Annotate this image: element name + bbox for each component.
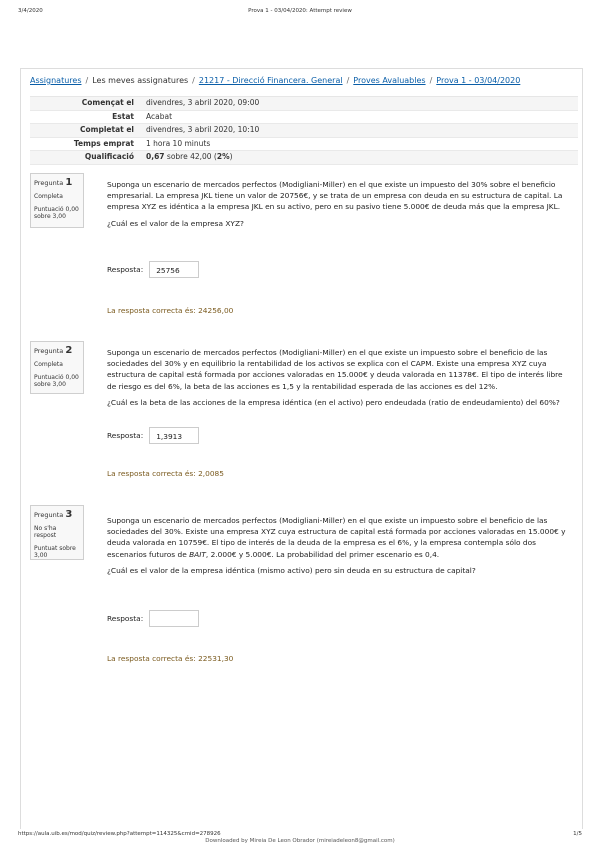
question-3-ask: ¿Cuál es el valor de la empresa idéntica (mismo activo) pero sin deuda en su estructura de capital? (107, 566, 476, 575)
question-1-ask: ¿Cuál es el valor de la empresa XYZ? (107, 219, 244, 228)
breadcrumb-separator: / (192, 76, 195, 85)
breadcrumb-separator: / (346, 76, 350, 85)
question-score: Puntuat sobre 3,00 (34, 545, 76, 559)
question-number (34, 345, 80, 356)
attempt-summary-table (30, 96, 578, 165)
summary-row-grade (30, 151, 578, 165)
question-3-text (107, 515, 569, 560)
response-label: Resposta: (107, 431, 144, 440)
question-3-response (107, 610, 199, 627)
question-number (34, 177, 80, 188)
question-body (107, 515, 569, 560)
question-num: 1 (65, 177, 73, 188)
print-title: Prova 1 - 03/04/2020: Attempt review (248, 8, 352, 14)
breadcrumb (30, 76, 520, 85)
summary-value: Acabat (146, 111, 173, 121)
question-number (34, 509, 80, 520)
response-label: Resposta: (107, 265, 144, 274)
summary-row-started (30, 97, 578, 111)
question-status: Completa (34, 361, 63, 368)
question-status: Completa (34, 193, 63, 200)
grade-rest: sobre 42,00 ( (166, 152, 217, 161)
question-body-part: , 2.000€ y 5.000€. La probabilidad del primer escenario es 0,4. (205, 549, 440, 559)
breadcrumb-link-prova[interactable]: Prova 1 - 03/04/2020 (436, 76, 521, 85)
grade-score: 0,67 (146, 152, 165, 161)
question-1-correct-answer: La resposta correcta és: 24256,00 (107, 306, 234, 315)
download-notice: Downloaded by Mireia De Leon Obrador (mireiadeleon8@gmail.com) (205, 838, 395, 844)
response-label: Resposta: (107, 614, 144, 623)
question-1-text (107, 179, 569, 213)
answer-input[interactable]: 25756 (149, 261, 199, 278)
question-label: Pregunta (34, 347, 64, 355)
summary-row-time (30, 138, 578, 152)
breadcrumb-separator: / (85, 76, 89, 85)
summary-row-state (30, 111, 578, 125)
question-1-info (30, 173, 84, 228)
breadcrumb-link-proves[interactable]: Proves Avaluables (353, 76, 426, 85)
question-num: 2 (65, 345, 73, 356)
breadcrumb-separator: / (429, 76, 433, 85)
answer-input[interactable] (149, 610, 199, 627)
summary-value: divendres, 3 abril 2020, 10:10 (146, 125, 260, 134)
grade-percent: 2% (216, 152, 230, 161)
breadcrumb-item-meves: Les meves assignatures (92, 76, 189, 85)
question-status: No s'ha respost (34, 525, 57, 539)
question-body: Suponga un escenario de mercados perfectos (Modigliani-Miller) en el que existe un impuesto sobre el beneficio de las sociedades del 30% y en equilibrio la rentabilidad de los activos se explica con el CAPM. Existe una empresa XYZ cuya estructura de capital está formada por acciones valoradas en 15.000€ y deuda valorada en 11378€. El tipo de interés libre de riesgo es del 6%, la beta de las acciones es 1,5 y la rentabilidad esperada de las acciones es del 12%. (107, 348, 563, 391)
answer-input[interactable]: 1,3913 (149, 427, 199, 444)
summary-label: Completat el (80, 125, 134, 134)
question-num: 3 (65, 509, 73, 520)
question-3-correct-answer: La resposta correcta és: 22531,30 (107, 654, 234, 663)
breadcrumb-link-assignatures[interactable]: Assignatures (30, 76, 82, 85)
print-date: 3/4/2020 (18, 8, 43, 14)
summary-label: Estat (112, 111, 134, 121)
summary-value: 1 hora 10 minuts (146, 138, 211, 148)
question-2-text (107, 347, 569, 392)
question-1-response (107, 261, 199, 278)
summary-label: Qualificació (84, 152, 134, 161)
question-body: Suponga un escenario de mercados perfectos (Modigliani-Miller) en el que existe un impuesto del 30% sobre el beneficio empresarial. La empresa JKL tiene un valor de 20756€, y se trata de un empresa con deuda en su estructura de capital. La empresa XYZ es idéntica a la empresa JKL en su activo, pero en su pasivo tiene 5.000€ de deuda más que la empresa JKL. (107, 180, 563, 212)
breadcrumb-link-course[interactable]: 21217 - Direcció Financera. General (198, 76, 343, 85)
question-2-correct-answer: La resposta correcta és: 2,0085 (107, 469, 224, 478)
question-body-part: Suponga un escenario de mercados perfectos (Modigliani-Miller) en el que existe un impuesto sobre el beneficio de las sociedades del 30%. Existe una empresa XYZ cuya estructura de capital está formada por acciones valoradas en 15.000€ y deuda valorada en 10759€. El tipo de interés de la deuda de la empresa es el 6%, y la empresa contempla sólo dos escenarios futuros de (107, 516, 566, 559)
question-2-ask: ¿Cuál es la beta de las acciones de la empresa idéntica (en el activo) pero endeudada (ratio de endeudamiento) del 60%? (107, 398, 560, 407)
question-3-info (30, 505, 84, 560)
question-label: Pregunta (34, 511, 64, 519)
summary-value: divendres, 3 abril 2020, 09:00 (146, 98, 260, 107)
question-2-response (107, 427, 199, 444)
question-score: Puntuació 0,00 sobre 3,00 (34, 374, 79, 388)
summary-row-completed (30, 124, 578, 138)
print-url: https://aula.uib.es/mod/quiz/review.php?attempt=114325&cmid=278926 (18, 831, 221, 837)
summary-label: Temps emprat (73, 138, 134, 148)
question-2-info (30, 341, 84, 394)
summary-label: Començat el (81, 98, 134, 107)
question-body-emphasis: BAIT (189, 549, 206, 559)
print-page-number: 1/5 (573, 831, 582, 837)
question-score: Puntuació 0,00 sobre 3,00 (34, 206, 79, 220)
grade-end: ) (229, 152, 233, 161)
question-label: Pregunta (34, 179, 64, 187)
summary-value (142, 151, 233, 164)
